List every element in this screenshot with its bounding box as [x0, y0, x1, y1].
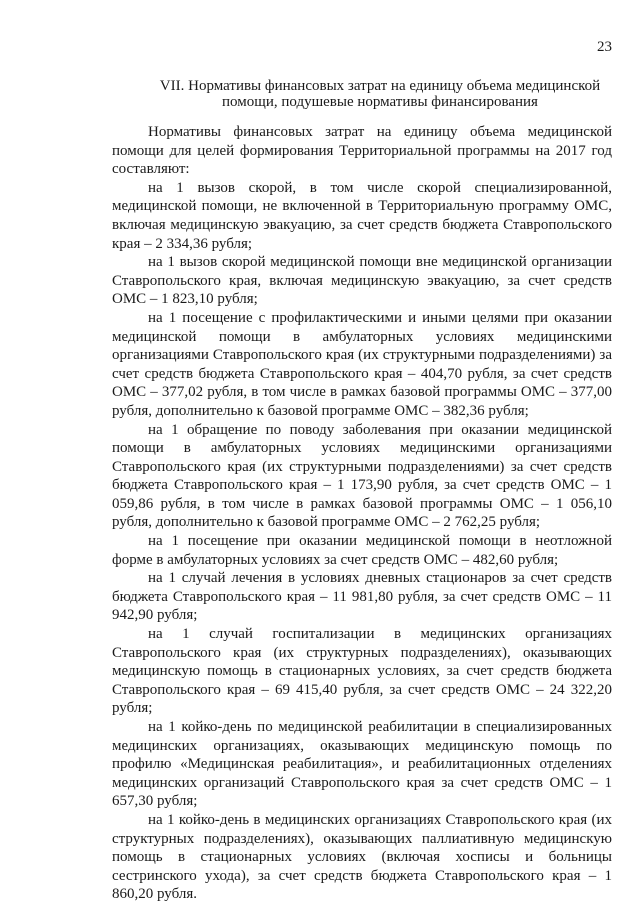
section-heading: VII. Нормативы финансовых затрат на единицу объема медицинской помощи, подушевые нормативы финансирования: [159, 78, 601, 110]
paragraph-emergency-call-budget: на 1 вызов скорой, в том числе скорой специализированной, медицинской помощи, не включенной в Территориальную программу ОМС, включая медицинскую эвакуацию, за счет средств бюджета Ставропольского края – 2 334,36 рубля;: [112, 179, 612, 252]
paragraph-day-hospital: на 1 случай лечения в условиях дневных стационаров за счет средств бюджета Ставропольского края – 11 981,80 рубля, за счет средств ОМС – 11 942,90 рубля;: [112, 570, 612, 624]
paragraph-preventive-visit: на 1 посещение с профилактическими и иными целями при оказании медицинской помощи в амбулаторных условиях медицинскими организациями Ставропольского края (их структурными подразделениями) за счет средств бюджета Ставропольского края – 404,70 рубля, за счет средств ОМС – 377,02 рубля, в том числе в рамках базовой программы ОМС – 377,00 рубля, дополнительно к базовой программе ОМС – 382,36 рубля;: [112, 309, 612, 419]
paragraph-palliative-bed-day: на 1 койко-день в медицинских организациях Ставропольского края (их структурных подразделениях), оказывающих паллиативную медицинскую помощь в стационарных условиях (включая хосписы и больницы сестринского ухода), за счет средств бюджета Ставропольского края – 1 860,20 рубля.: [112, 811, 612, 903]
paragraph-rehabilitation-bed-day: на 1 койко-день по медицинской реабилитации в специализированных медицинских организациях, оказывающих медицинскую помощь по профилю «Медицинская реабилитация», и реабилитационных отделениях медицинских организаций Ставропольского края за счет средств ОМС – 1 657,30 рубля;: [112, 719, 612, 810]
paragraph-intro: Нормативы финансовых затрат на единицу объема медицинской помощи для целей формирования Территориальной программы на 2017 год составляют:: [112, 124, 612, 178]
paragraph-emergency-call-oms: на 1 вызов скорой медицинской помощи вне медицинской организации Ставропольского края, включая медицинскую эвакуацию, за счет средств ОМС – 1 823,10 рубля;: [112, 254, 612, 308]
page-number: 23: [597, 39, 612, 55]
paragraph-hospitalization: на 1 случай госпитализации в медицинских организациях Ставропольского края (их структурных подразделениях), оказывающих медицинскую помощь в стационарных условиях, за счет средств бюджета Ставропольского края – 69 415,40 рубля, за счет средств ОМС – 24 322,20 рубля;: [112, 626, 612, 717]
document-body: [112, 123, 612, 904]
paragraph-disease-appeal: на 1 обращение по поводу заболевания при оказании медицинской помощи в амбулаторных условиях медицинскими организациями Ставропольского края (их структурными подразделениями) за счет средств бюджета Ставропольского края – 1 173,90 рубля, за счет средств ОМС – 1 059,86 рубля, в том числе в рамках базовой программы ОМС – 1 056,10 рубля, дополнительно к базовой программе ОМС – 2 762,25 рубля;: [112, 421, 612, 531]
paragraph-urgent-visit: на 1 посещение при оказании медицинской помощи в неотложной форме в амбулаторных условиях за счет средств ОМС – 482,60 рубля;: [112, 533, 612, 568]
